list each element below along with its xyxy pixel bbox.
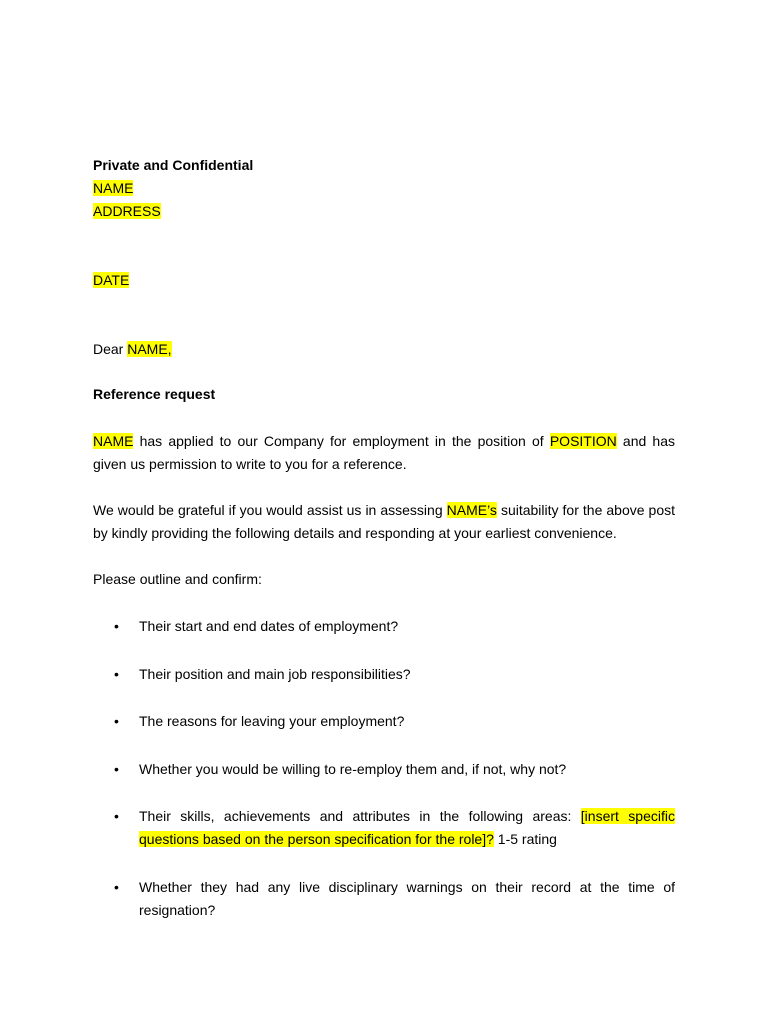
paragraph-application-text-a: has applied to our Company for employment in the position of: [133, 433, 550, 449]
list-item: [93, 615, 675, 638]
outline-intro: Please outline and confirm:: [93, 571, 262, 587]
question-list: [93, 615, 675, 922]
subject-heading: Reference request: [93, 386, 216, 402]
date-line: [93, 269, 675, 292]
paragraph-request-text-a: We would be grateful if you would assist us in assessing: [93, 502, 447, 518]
list-item-text: The reasons for leaving your employment?: [139, 713, 405, 729]
salutation-prefix: Dear: [93, 341, 128, 357]
paragraph-request: [93, 499, 675, 545]
list-item-text: Whether they had any live disciplinary warnings on their record at the time of resignation?: [139, 878, 675, 918]
recipient-address-placeholder: ADDRESS: [93, 203, 161, 219]
insert-questions-placeholder: [insert specific questions based on the person specification for the role]?: [139, 808, 675, 847]
list-item: [93, 663, 675, 686]
paragraph-application-text-b: and has given us permission to write to you for a reference.: [93, 433, 676, 472]
recipient-name-placeholder: NAME: [93, 180, 134, 196]
list-item-text: Their start and end dates of employment?: [139, 618, 399, 634]
list-item-text: Whether you would be willing to re-employ them and, if not, why not?: [139, 760, 567, 777]
list-item: [93, 876, 675, 922]
salutation-name-placeholder: NAME,: [127, 341, 172, 357]
bullet-icon: •: [114, 665, 119, 682]
list-item: [93, 758, 675, 781]
list-item-text: Their position and main job responsibilities?: [139, 665, 411, 682]
bullet-icon: •: [114, 713, 119, 729]
list-item-text-b: 1-5 rating: [493, 831, 557, 847]
letter-body: [93, 154, 675, 946]
bullet-icon: •: [114, 808, 119, 824]
bullet-icon: •: [114, 618, 119, 634]
date-placeholder: DATE: [93, 272, 130, 288]
applicant-possessive-placeholder: NAME’s: [446, 502, 497, 518]
applicant-name-placeholder: NAME: [93, 433, 134, 449]
bullet-icon: •: [114, 760, 119, 777]
list-item-text-a: Their skills, achievements and attributes in the following areas:: [139, 808, 581, 824]
confidential-heading: Private and Confidential: [93, 157, 254, 173]
list-item: [93, 805, 675, 851]
recipient-name-line: [93, 177, 675, 200]
list-item: [93, 710, 675, 733]
bullet-icon: •: [114, 878, 119, 895]
paragraph-request-text-b: suitability for the above post by kindly providing the following details and responding at your earliest convenience.: [93, 502, 675, 541]
recipient-address-line: [93, 200, 675, 223]
salutation: [93, 338, 675, 361]
position-placeholder: POSITION: [549, 433, 617, 449]
paragraph-application: [93, 430, 675, 476]
